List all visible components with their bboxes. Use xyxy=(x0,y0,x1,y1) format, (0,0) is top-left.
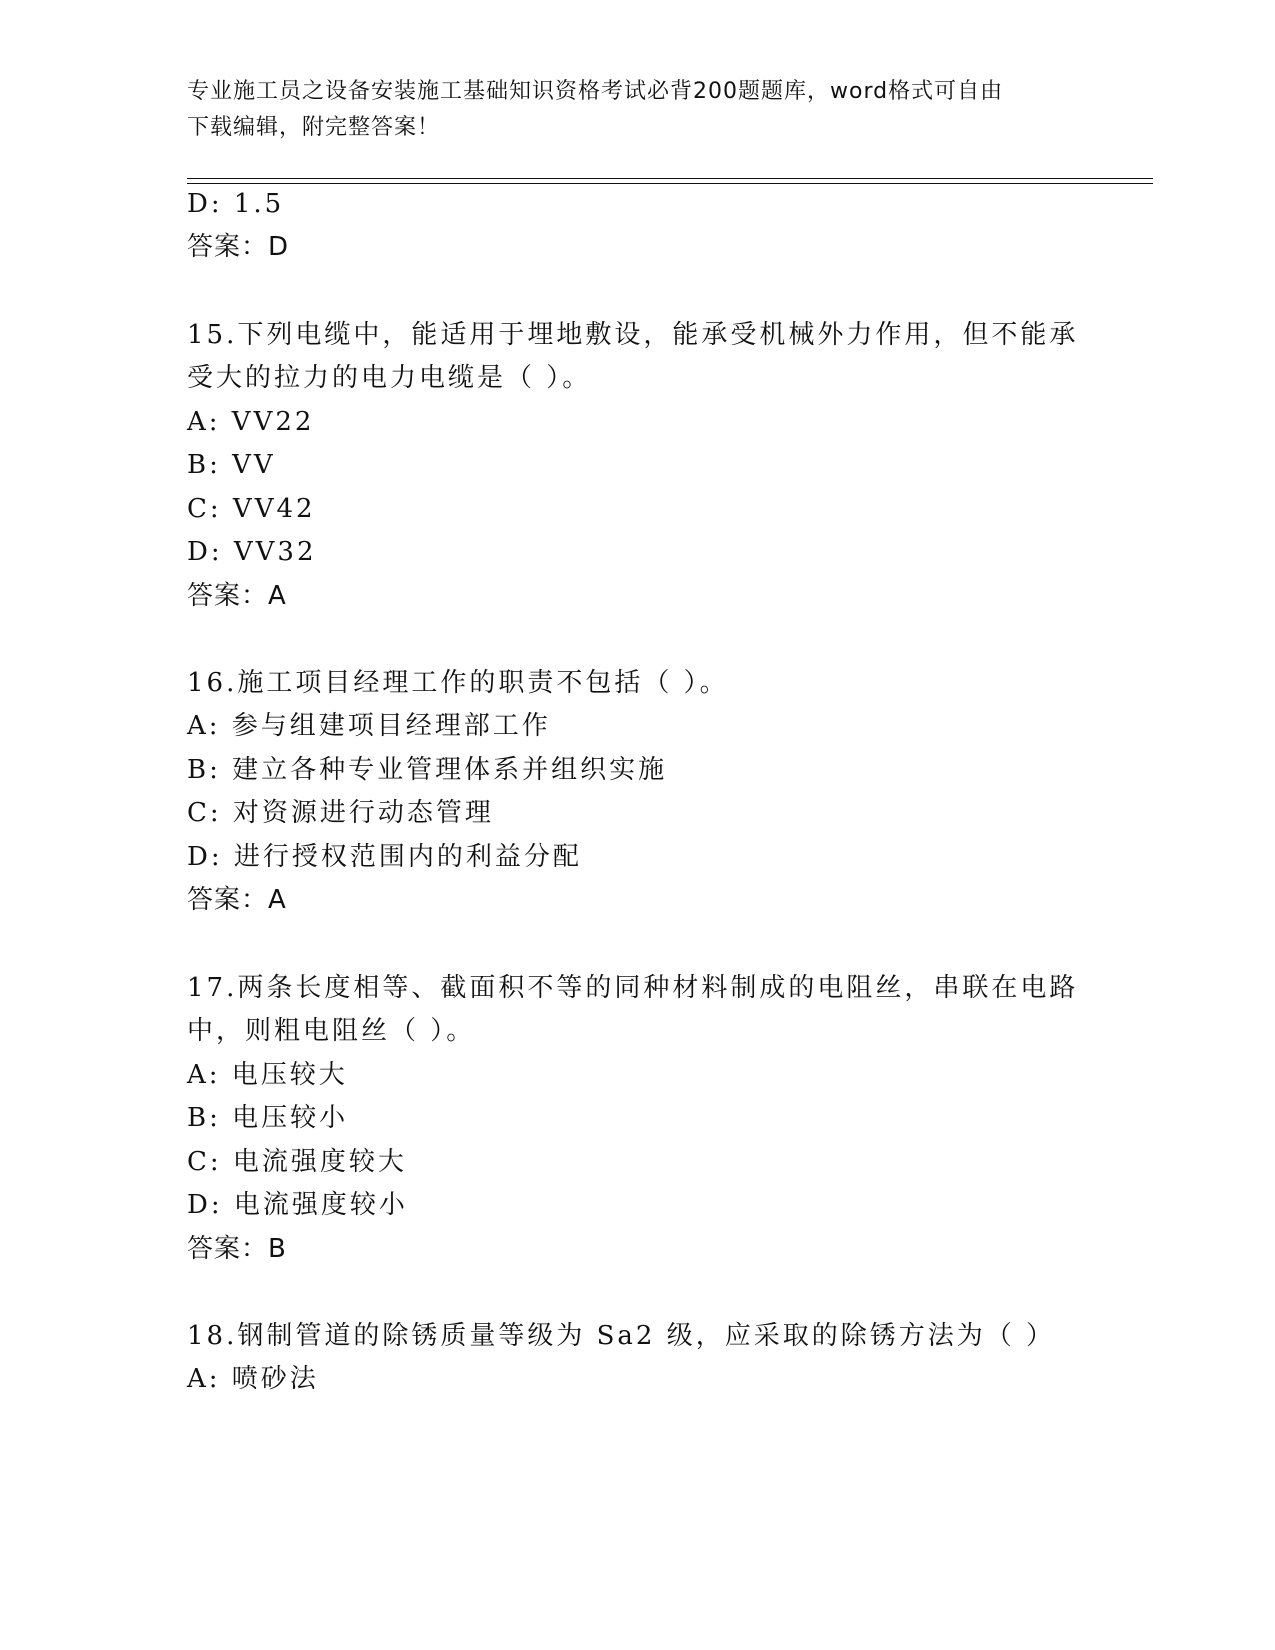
header-divider-top xyxy=(187,178,1153,179)
header-title-line-2: 下载编辑，附完整答案！ xyxy=(187,115,441,140)
question-16-option-a: A: 参与组建项目经理部工作 xyxy=(187,711,551,741)
previous-question-answer: 答案：D xyxy=(187,232,290,262)
question-18-line-1: 18.钢制管道的除锈质量等级为 Sa2 级，应采取的除锈方法为（ ） xyxy=(187,1321,1055,1351)
question-16-answer: 答案：A xyxy=(187,885,287,915)
question-17-line-2: 中，则粗电阻丝（ ）。 xyxy=(187,1016,476,1046)
question-17-answer: 答案：B xyxy=(187,1234,287,1264)
question-17-option-a: A: 电压较大 xyxy=(187,1060,348,1090)
question-15-line-2: 受大的拉力的电力电缆是（ ）。 xyxy=(187,363,592,393)
previous-question-option-d: D: 1.5 xyxy=(187,189,285,219)
question-16-option-b: B: 建立各种专业管理体系并组织实施 xyxy=(187,755,668,785)
question-15-line-1: 15.下列电缆中，能适用于埋地敷设，能承受机械外力作用，但不能承 xyxy=(187,320,1079,350)
question-15-option-c: C: VV42 xyxy=(187,494,316,524)
question-18-option-a: A: 喷砂法 xyxy=(187,1364,319,1394)
header-title-line-1: 专业施工员之设备安装施工基础知识资格考试必背200题题库，word格式可自由 xyxy=(187,79,1004,104)
question-17-line-1: 17.两条长度相等、截面积不等的同种材料制成的电阻丝，串联在电路 xyxy=(187,973,1079,1003)
question-16-option-d: D: 进行授权范围内的利益分配 xyxy=(187,842,582,872)
question-15-answer: 答案：A xyxy=(187,581,287,611)
question-15-option-a: A: VV22 xyxy=(187,407,315,437)
question-17-option-b: B: 电压较小 xyxy=(187,1103,349,1133)
question-16-line-1: 16.施工项目经理工作的职责不包括（ ）。 xyxy=(187,668,729,698)
question-17-option-d: D: 电流强度较小 xyxy=(187,1190,408,1220)
document-header xyxy=(187,74,1087,146)
question-16-option-c: C: 对资源进行动态管理 xyxy=(187,798,494,828)
header-divider-bottom xyxy=(187,183,1153,184)
question-17-option-c: C: 电流强度较大 xyxy=(187,1147,407,1177)
question-15-option-d: D: VV32 xyxy=(187,537,317,567)
question-15-option-b: B: VV xyxy=(187,450,276,480)
